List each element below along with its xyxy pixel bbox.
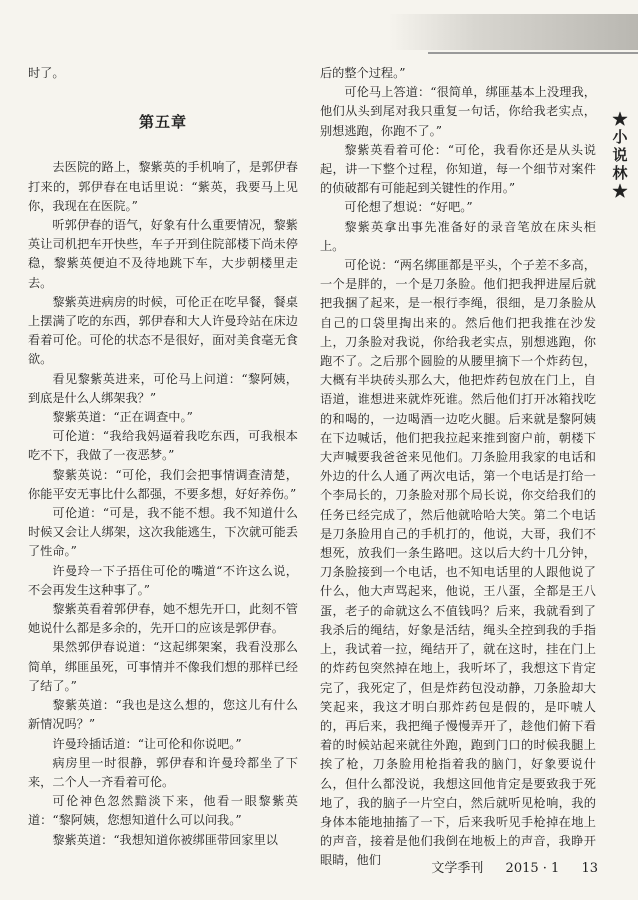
- paragraph: 黎紫英看着郭伊春，她不想先开口，此刻不管她说什么都是多余的，先开口的应该是郭伊春。: [28, 602, 298, 636]
- header-decoration-band: [388, 14, 638, 50]
- paragraph: 可伦道：“我给我妈逼着我吃东西，可我根本吃不下，我做了一夜恶梦。”: [28, 429, 298, 463]
- paragraph: 黎紫英道：“我想知道你被绑匪带回家里以: [52, 832, 278, 847]
- section-tab-label: ★小说林★: [612, 110, 628, 200]
- paragraph: 可伦说：“两名绑匪都是平头，个子差不多高，一个是胖的，一个是刀条脸。他们把我押进屋后就把我捆了起来，是一根行李绳，很细，是刀条脸从自己的口袋里掏出来的。然后他们把我推在沙发上，刀条脸对我说，你给我老实点，别想逃跑，你跑不了。之后那个圆脸的从腰里摘下一个炸药包，大概有半块砖头那么大，他把炸药包放在门上，自语道，谁想进来就炸死谁。然后他们打开冰箱找吃的和喝的，一边喝酒一边吃火腿。后来就是黎阿姨在下边喊话，他们把我拉起来推到窗户前，朝楼下大声喊要我爸爸来见他们。刀条脸用我家的电话和外边的什么人通了两次电话，第一个电话是打给一个李局长的，刀条脸对那个局长说，你交给我们的任务已经完成了，然后他就哈哈大笑。第二个电话是刀条脸用自己的手机打的，他说，大哥，我们不想死，放我们一条生路吧。这以后大约十几分钟，刀条脸接到一个电话，也不知电话里的人跟他说了什么，他大声骂起来，他说，王八蛋，全都是王八蛋，老子的命就这么不值钱吗？后来，我就看到了我杀后的绳结，好象是活结，绳头全控到我的手指上，我试着一拉，绳结开了，就在这时，挂在门上的炸药包突然掉在地上，我听坏了，我想这下肯定完了，我死定了，但是炸药包没动静，刀条脸却大笑起来，我这才明白那炸药包是假的，是吓唬人的，再后来，我把绳子慢慢弄开了，趁他们俯下看着的时候站起来就往外跑，跑到门口的时候我腿上挨了枪，刀条脸用枪指着我的脑门，好象要说什么，但什么都没说，我想这回他肯定是要致我于死地了，我的脑子一片空白，然后就听见枪响，我的身体本能地抽搐了一下，后来我听见手枪掉在地上的声音，接着是他们我倒在地板上的声音，我睁开眼睛，他们: [320, 258, 596, 868]
- page-number: 13: [581, 861, 598, 876]
- paragraph: 许曼玲一下子捂住可伦的嘴道“不许这么说，不会再发生这种事了。”: [28, 563, 298, 597]
- paragraph: 去医院的路上，黎紫英的手机响了，是郭伊春打来的，郭伊春在电话里说：“紫英，我要马上见你，我现在在医院。”: [28, 160, 298, 213]
- paragraph: 果然郭伊春说道：“这起绑架案，我看没那么简单，绑匪虽死，可事情并不像我们想的那样已经了结了。”: [28, 640, 298, 693]
- left-column: [28, 64, 298, 850]
- magazine-name: 文学季刊: [431, 861, 484, 876]
- paragraph: 黎紫英进病房的时候，可伦正在吃早餐，餐桌上摆满了吃的东西，郭伊春和大人许曼玲站在床边看着可伦。可伦的状态不是很好，面对美食毫无食欲。: [28, 294, 298, 367]
- paragraph: 许曼玲插话道：“让可伦和你说吧。”: [52, 736, 242, 751]
- paragraph: 病房里一时很静，郭伊春和许曼玲都坐了下来，二个人一齐看着可伦。: [28, 755, 298, 789]
- continued-text: 后的整个过程。”: [320, 66, 406, 80]
- issue-number: 2015 · 1: [505, 861, 560, 876]
- page-footer: [413, 857, 598, 876]
- paragraph: 黎紫英说：“可伦，我们会把事情调查清楚，你能平安无事比什么都强，不要多想，好好养伤。”: [28, 467, 298, 501]
- paragraph: 黎紫英看着可伦：“可伦，我看你还是从头说起，讲一下整个过程，你知道，每一个细节对案件的侦破都有可能起到关键性的作用。”: [320, 142, 596, 196]
- right-column: [320, 64, 596, 871]
- paragraph: 可伦道：“可是，我不能不想。我不知道什么时候又会让人绑架，这次我能逃生，下次就可能丢了性命。”: [28, 506, 298, 559]
- paragraph: 黎紫英拿出事先准备好的录音笔放在床头柜上。: [320, 219, 596, 253]
- paragraph: 可伦神色忽然黯淡下来，他看一眼黎紫英道：“黎阿姨，您想知道什么可以问我。”: [28, 794, 298, 828]
- paragraph: 黎紫英道：“正在调查中。”: [52, 410, 193, 425]
- paragraph: 可伦马上答道：“很简单，绑匪基本上没理我，他们从头到尾对我只重复一句话，你给我老实点，别想逃跑，你跑不了。”: [320, 85, 596, 138]
- right-paragraphs: [320, 83, 596, 870]
- paragraph: 黎紫英道：“我也是这么想的，您这儿有什么新情况吗？”: [28, 698, 298, 732]
- paragraph: 可伦想了想说：“好吧。”: [344, 200, 473, 215]
- paragraph: 听郭伊春的语气，好象有什么重要情况，黎紫英让司机把车开快些，车子开到住院部楼下尚未停稳，黎紫英便迫不及待地跳下车，大步朝楼里走去。: [28, 218, 298, 290]
- continued-text: 时了。: [28, 66, 65, 80]
- paragraph: 看见黎紫英进来，可伦马上问道：“黎阿姨，到底是什么人绑架我？”: [28, 371, 298, 405]
- left-paragraphs: [28, 158, 298, 849]
- chapter-title: 第五章: [138, 113, 187, 132]
- header-decoration-line: [428, 52, 638, 54]
